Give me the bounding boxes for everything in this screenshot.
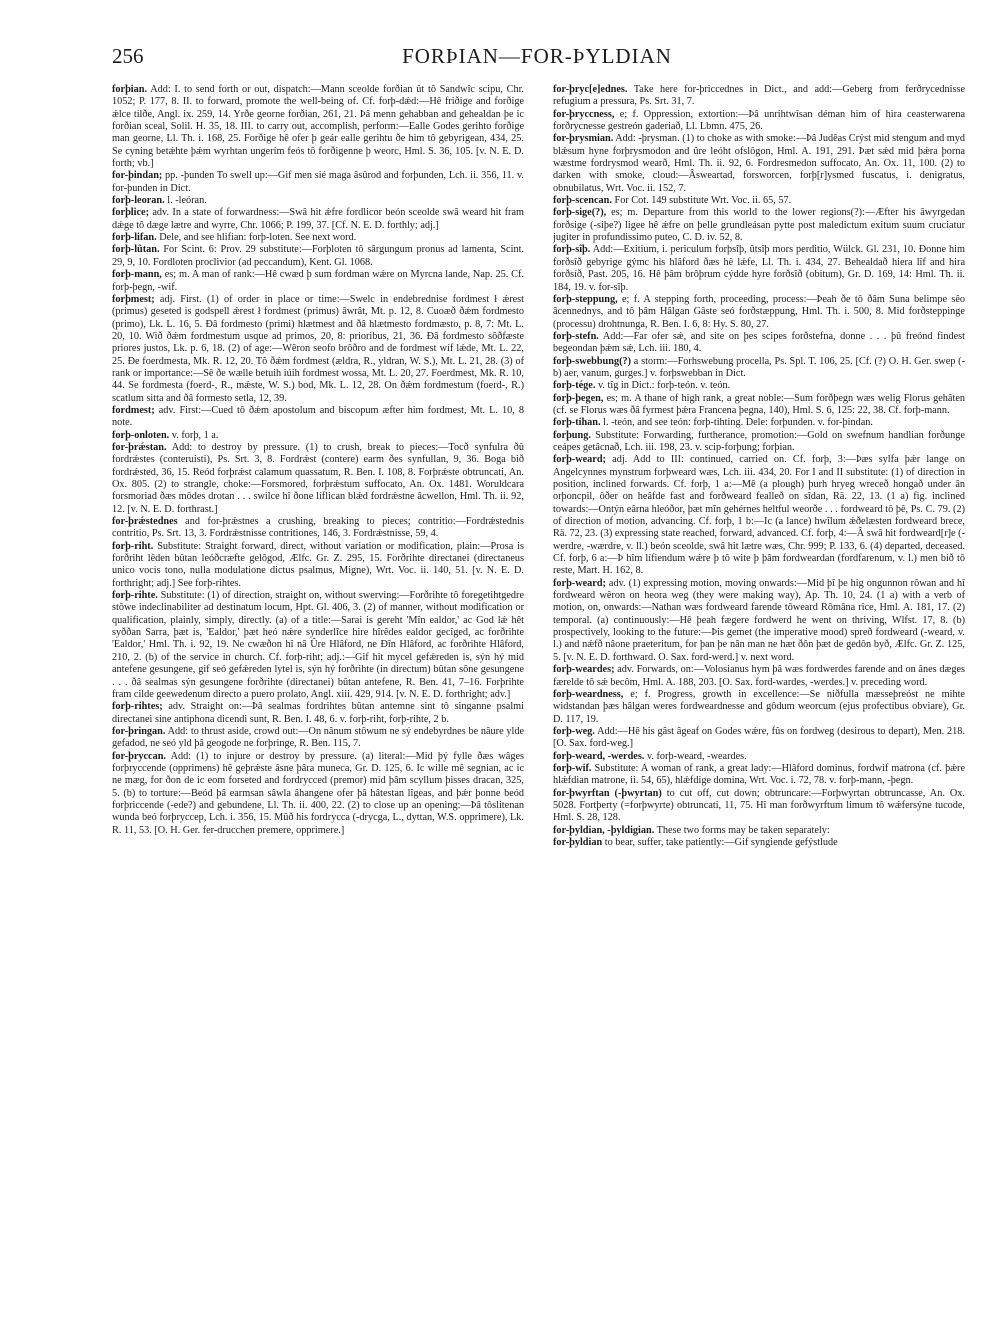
entry-definition: adj. First. (1) of order in place or time:—Swelc in endebrednise fordmest ł ǽrest (primus) geseted is godspell ǽrest ł fordmest (primus) âwrât, Mt. p. 12, 8. Cuoæð ðǽm fordmesto (primo), Lk. L. 16, 5. Ðâ fordmesto (primi) hlætmest and ðâ hlætmesto fordmæsto, p. 8, 7: Mt. L. 20, 10. Wið ðǽm fordmestum usque ad primos, 20, 8: prioribus, 21, 36. Ðâ fordmesto sôðfæste priores justos, Lk. p. 6, 18. (2) of age:—Wêron seofo brôðro and de fordmest wíf lǽde, Mt. L. 22, 25. Ðe foerdmesta, Mk. R. 12, 20. Tô ðǽm fordmest (ældra, R., yldran, W. S.), Mt. L. 21, 28. (3) of rank or importance:—Sê ðe wælle betuih iúih fordmest wossa, Mt. L. 20, 27. Foerdmest, Mk. R. 10, 44. Se fordmesta (foerd-, R., mǽste, W. S.) bod, Mk. L. 12, 28. On ðǽm fordmestum (foerd-, R.) scatlum sitta and ðâ formesto setla, 12, 39. xyxy=(112,293,524,404)
entry-headword: forþ-wif. xyxy=(553,762,592,774)
entry-headword: forþmest; xyxy=(112,293,155,305)
dictionary-entry xyxy=(553,331,965,356)
entry-definition: Add:—Far ofer sǽ, and site on þes scipes forðstefna, donne . . . þû freónd findest begeondan þǽm sǽ, Lch. iii. 180, 4. xyxy=(553,330,965,355)
dictionary-entry xyxy=(553,244,965,293)
dictionary-entry xyxy=(553,393,965,418)
entry-headword: for-þringan. xyxy=(112,725,166,737)
dictionary-entry xyxy=(553,207,965,244)
entry-definition: es; m. A thane of high rank, a great noble:—Sum forðþegn wæs welig Florus gehâten (cf. se Florus wæs ðâ fyrmest þǽra Francena þegna, 140), Hml. S. 6, 125: 22, 38. Cf. forþ-mann. xyxy=(553,392,965,416)
page-header xyxy=(112,44,962,78)
entry-definition: and for-þrǽstnes a crushing, breaking to pieces; contritio:—Fordrǽstednis contritio, Ps. Srt. 13, 3. Fordrǽstnisse contritiones, 146, 3. Fordrǽstnisse, 59, 4. xyxy=(112,516,524,540)
dictionary-entry xyxy=(553,133,965,195)
entry-definition: es; m. A man of rank:—Hê cwæd þ sum fordman wǽre on Myrcna lande, Nap. 25. Cf. forþ-þegn, -wif. xyxy=(112,269,524,293)
entry-headword: for-þyldian, -þyldigian. xyxy=(553,824,655,836)
entry-headword: fordmest; xyxy=(112,404,155,416)
entry-headword: for-þrǽstednes xyxy=(112,516,178,528)
entry-definition: l. -leóran. xyxy=(164,195,207,207)
dictionary-entry xyxy=(112,751,524,837)
entry-headword: forþ-sige(?), xyxy=(553,207,607,219)
entry-headword: for-þyldian xyxy=(553,836,603,848)
entry-definition: adv. (1) expressing motion, moving onwards:—Mid þî þe hig ongunnon rôwan and hî fordweard wêron on heora weg (they were making way), Ap. Th. 10, 24. (1 a) with a verb of motion, on, onwards:—Nathan wæs fordweard farende tôweard Rômâna rîce, Hml. A. 181, 17. (2) temporal. (a) continuously:—Hê þeah fægere fordwerd he went on thriving, Wlfst. 17, 8. (b) prospectively, looking to the future:—Þis gemet (the imperative mood) spreð fordweard (-weard, v. l.) and nǽfð nâone praeteritum, for þan þe nân man ne hæt ðôn þæt de gedôn byð, Ælfc. Gr. Z. 125, 5. [v. N. E. D. forthward. O. Sax. ford-werd.] v. next word. xyxy=(553,577,965,663)
entry-definition: Substitute: (1) of direction, straight on, without swerving:—Forðrihte tô foregetihtgedre stôwe indeclinabiliter ad destinatum locum, Hpt. Gl. 406, 3. (2) of manner, without modification or qualification, plainly, simply, directly. (a) of a title:—Sarai is gereht 'Mîn ealdor,' ac God lǽ hêt syððan Sarra, þæt is, 'Ealdor,' þæt heó nǽre synderlîce hire hîrêdes ealdor gecîged, ac forðrihte 'Ealdor,' Hml. Th. i. 92, 19. Ne cwæðon hî nâ Ûre Hlâford, ne Ðîn Hlâford, ac forðrihte Hlâford, 210, 2. (b) of the service in church. Cf. forþ-riht; adj.:—Gif hit mycel gefǽreden is, sýn hý mid antefene gesungene, gif seó gefǽreden lytel is, sýn hý forðrihte (in directum) bûtan sône gesungene . . . ðâ sealmas sýn gesungene forðrihte (directanei) bûtan antefene, R. Ben. 41, 7–16. Forþrihte fram cilde geewedenum directo a puero prolato, Angl. xiii. 429, 914. [v. N. E. D. forthright; adv.] xyxy=(112,590,524,700)
entry-definition: v. forþ-weard, -weardes. xyxy=(644,750,747,762)
entry-definition: For Cot. 149 substitute Wrt. Voc. ii. 65, 57. xyxy=(611,195,792,207)
dictionary-entry xyxy=(553,763,965,788)
entry-headword: forþ-onloten. xyxy=(112,429,170,441)
text-columns xyxy=(112,84,965,1320)
entry-headword: forþ-þegen, xyxy=(553,392,604,404)
dictionary-entry xyxy=(553,825,965,837)
entry-definition: Add: to destroy by pressure. (1) to crush, break to pieces:—Tocð synfulra ðû fordrǽstes (conteruisti), Ps. Srt. 3, 8. Fordrǽst (contere) earm ðes synfullan, 9, 36. Boga bið fordrǽsted, 36, 15. Reód forþrǽst calamum quassatum, R. Ben. I. 108, 8. Forþrǽste obtruncati, An. Ox. 805. (2) to strangle, choke:—Forsmored, forþrǽstum suffocato, An. Ox. 1481. Woruldcara forsmoriad ðæs môdes drotan . . . swilce hî ðone líflican blǽd fordrǽstne âcwellon, Hml. Th. ii. 92, 12. [v. N. E. D. forthrast.] xyxy=(112,441,524,515)
entry-definition: Take here for-þriccednes in Dict., and add:—Geberg from ferðrycednisse refugium a pressura, Ps. Srt. 31, 7. xyxy=(553,84,965,108)
dictionary-entry xyxy=(112,442,524,516)
entry-headword: forþlice; xyxy=(112,207,149,219)
entry-definition: l. -teón, and see teón: forþ-tihting. Dele: forþunden. v. for-þindan. xyxy=(600,417,873,429)
dictionary-entry xyxy=(553,788,965,825)
dictionary-entry xyxy=(112,232,524,244)
entry-definition: e; f. Oppression, extortion:—Þâ unrihtwîsan déman him of hira ceasterwarena forðrycnesse gestreón gaderiað, Ll. Lbmn. 475, 26. xyxy=(553,108,965,133)
entry-headword: forþ-leoran. xyxy=(112,195,165,207)
entry-headword: for-þindan; xyxy=(112,170,163,182)
entry-definition: Add:—Hê his gâst âgeaf on Godes wǽre, fûs on fordweg (desirous to depart), Men. 218. [O. Sax. ford-weg.] xyxy=(553,725,965,750)
entry-headword: for-þryccness, xyxy=(553,108,615,120)
dictionary-entry xyxy=(553,417,965,429)
entry-headword: forþ-stefn. xyxy=(553,330,599,342)
dictionary-entry xyxy=(112,170,524,195)
entry-definition: adj. Add to III: continued, carried on. Cf. forþ, 3:—Þæs sylfa þǽr lange on Angelcynnes mynstrum forþweard wæs, Lch. iii. 434, 20. For I and II substitute: (1) of direction in position, inclined forwards. Cf. forþ, 1 a:—Mê (a plough) þurh hryeg wreceð hongað under ân orþoncpil, ôðer on heâfde fast and forðweard fealleð on sîdan, Rä. 22, 13. (1 a) fig. inclined towards:—Ontýn eârna hleóðor, þæt mîn gehérnes heltful weorðe . . . fordweard tô þê, Ps. C. 79. (2) of direction of motion, advancing. Cf. forþ, 1 b:—Ic (a lance) hwîlum ǽðelæsten fordweard brece, Rä. 72, 23. (3) expressing state reached, forward, advanced. Cf. forþ, 4:—Â swâ hit fordweard[r]e (-werdre, -wærdre, v. ll.) beón sceolde, swâ hit lætre wæs, Chr. 999; P. 133, 6. (4) departed, deceased. Cf. forþ, 6 a:—Þ hîm lífiendum wǽre þ tô wite þ þâm fordweardan (fordfarenum, v. l.) men bið tô reste, Mart. H. 162, 8. xyxy=(553,454,965,577)
dictionary-entry xyxy=(112,207,524,232)
entry-headword: forþ-scencan. xyxy=(553,195,612,207)
entry-headword: for-þrǽstan. xyxy=(112,441,167,453)
entry-definition: to cut off, cut down; obtruncare:—Forþwyrtan obtruncasse, An. Ox. 5028. Fortþerty (=forþwyrte) obtruncati, 11, 75. Hî man forðwyrftum limum tô wǽfersýne tucode, Hml. S. 28, 128. xyxy=(553,787,965,824)
entry-headword: forþ-weard; xyxy=(553,577,606,589)
entry-definition: Substitute: Forwarding, furtherance, promotion:—Gold on swefnum handlian forðunge ceápes getâcnað, Lch. iii. 198, 23. v. scip-forþung; forþian. xyxy=(553,429,965,453)
entry-headword: forþ-swebbung(?) xyxy=(553,355,632,367)
entry-definition: v. tîg in Dict.: forþ-teón. v. teón. xyxy=(595,380,731,392)
dictionary-entry xyxy=(553,454,965,577)
dictionary-entry xyxy=(112,269,524,294)
entry-headword: forþ-weardness, xyxy=(553,688,624,700)
entry-definition: Add:—Exitium, i. periculum forþsîþ, ûtsîþ mors perditio, Wülck. Gl. 231, 10. Ðonne him forðsîð gebyrige gýmc his hlâford ðæs hê lǽfe, Ll. Th. i. 434, 27. Behealdað hiera lîf and hira forðsíð, Past. 205, 16. Hê þâm brôþrum cýdde hyre forðsîð (obitum), Gr. D. 169, 14: Hml. Th. ii. 184, 19. v. for-sîþ. xyxy=(553,244,965,293)
entry-definition: Dele, and see hlifian: forþ-loten. See next word. xyxy=(156,232,357,244)
dictionary-entry xyxy=(112,430,524,442)
entry-headword: forþ-weard; xyxy=(553,454,606,466)
entry-headword: forþ-lifan. xyxy=(112,232,157,244)
entry-definition: These two forms may be taken separately: xyxy=(654,824,830,836)
entry-headword: for-þwyrftan (-þwyrtan) xyxy=(553,787,662,799)
entry-headword: forþ-weard, -werdes. xyxy=(553,750,645,762)
entry-definition: pp. -þunden To swell up:—Gif men sié maga âsûrod and forþunden, Lch. ii. 356, 11. v. for-þunden in Dict. xyxy=(112,170,524,194)
entry-headword: forþ-mann, xyxy=(112,269,162,281)
entry-definition: Substitute: Straight forward, direct, without variation or modification, plain:—Prosa is forðriht lêden bûtan leóðcræfte gelôgod, Ælfc. Gr. Z. 295, 15. Forðrihte directanei (directaneus unico vocis tono, nulla modulatione dictus psalmus, Migne), Wrt. Voc. ii. 140, 51. [v. N. E. D. forthright; adj.] See forþ-rihtes. xyxy=(112,540,524,589)
entry-definition: adv. In a state of forwardness:—Swâ hit ǽfre fordlicor beón sceolde swâ weard hit fram dǽge tô dæge lætre and wyrre, Chr. 1066; P. 199, 37. [Cf. N. E. D. forthly; adj.] xyxy=(112,207,524,231)
entry-headword: forþ-rihtes; xyxy=(112,701,163,713)
entry-definition: to bear, suffer, take patiently:—Gif syngiende gefýstlude xyxy=(602,836,838,848)
entry-headword: forþ-sîþ. xyxy=(553,244,591,256)
dictionary-entry xyxy=(112,701,524,726)
entry-headword: forþ-tihan. xyxy=(553,417,601,429)
entry-definition: Add: -þrysman. (1) to choke as with smoke:—Þâ Judêas Crýst mid stengum and myd blǽsum hyne forþrysmodon and ûre leóht ofslôgon, Hml. A. 191, 291. Þæt sǽd mid þǽra þorna wæstme fordrysmod wearð, Hml. Th. ii. 92, 6. Fordresmedon suffocato, An. Ox. 11, 100. (2) to darken with smoke, cloud:—Âsweartad, forsworcen, forþ[r]ysmed fuscatus, i. denigratus, obnubilatus, Wrt. Voc. ii. 152, 7. xyxy=(553,133,965,194)
entry-definition: es; m. Departure from this world to the lower regions(?):—Æfter his âwyrgedan forðsige (-siþe?) ligee hê ǽfre on þelle grundleásan pytte post maledictum exitum suum cruciatur jugiter in profundissimo puteo, C. D. iv. 52, 8. xyxy=(553,207,965,244)
dictionary-entry xyxy=(553,726,965,751)
entry-definition: e; f. A stepping forth, proceeding, process:—Þeah ðe tô ðâm Suna belimpe sêo âcennednys, and tô þâm Hâlgan Gâste seó forðstæppung, Hml. Th. i. 500, 8. Mid forðsteppinge (processu) drohtnunga, R. Ben. I. 6, 8: Hy. S. 80, 27. xyxy=(553,293,965,330)
dictionary-entry xyxy=(553,109,965,134)
left-column xyxy=(112,84,524,1320)
right-column xyxy=(553,84,965,1320)
dictionary-entry xyxy=(112,590,524,701)
dictionary-entry xyxy=(112,405,524,430)
entry-headword: for-þrysmian. xyxy=(553,133,614,145)
dictionary-entry xyxy=(553,294,965,331)
dictionary-entry xyxy=(112,726,524,751)
entry-definition: Substitute: A woman of rank, a great lady:—Hlâford dominus, fordwif matrona (cf. þǽre hlǽfdian matrone, ii. 54, 65), hlǽfdige domina, Wrt. Voc. i. 72, 78. v. forþ-mann, -þegn. xyxy=(553,762,965,787)
dictionary-entry xyxy=(553,664,965,689)
entry-definition: For Scint. 6: Prov. 29 substitute:—Forþloten tô sârgungum pronus ad lamenta, Scint. 29, 9, 10. Fordloten proclivior (ad peccandum), Kent. Gl. 1068. xyxy=(112,244,524,268)
entry-headword: forþ-rihte. xyxy=(112,590,158,602)
entry-headword: forþung. xyxy=(553,429,591,441)
entry-definition: a storm:—Forhswebung procella, Ps. Spl. T. 106, 25. [Cf. (?) O. H. Ger. swep (-b) aer, vanum, gurges.] v. forþswebban in Dict. xyxy=(553,355,965,379)
entry-headword: for-þryc[e]ednes. xyxy=(553,84,628,95)
dictionary-entry xyxy=(553,84,965,109)
entry-definition: e; f. Progress, growth in excellence:—Se niðfulla mæsseþreóst ne mihte widstandan þæs hâlgan weres fordweardnesse and gôdum weorcum (ejus profectibus obviare), Gr. D. 117, 19. xyxy=(553,688,965,725)
dictionary-entry xyxy=(553,356,965,381)
entry-headword: forþ-weardes; xyxy=(553,664,615,676)
dictionary-entry xyxy=(112,84,524,170)
entry-headword: forþ-steppung, xyxy=(553,293,618,305)
dictionary-entry xyxy=(553,689,965,726)
dictionary-entry xyxy=(112,195,524,207)
entry-headword: forþian. xyxy=(112,84,148,95)
entry-definition: adv. Forwards, on:—Volosianus hym þâ wæs fordwerdes farende and on ânes dæges færelde tô sǽ becôm, Hml. A. 188, 203. [O. Sax. ford-wardes, -werdes.] v. preceding word. xyxy=(553,664,965,688)
entry-definition: adv. Straight on:—Þâ sealmas fordrihtes bûtan antemne sint tô singanne psalmi directanei sine antiphona dicendi sunt, R. Ben. I. 48, 6. v. forþ-riht, forþ-rihte, 2 b. xyxy=(112,701,524,725)
dictionary-entry xyxy=(112,294,524,405)
entry-definition: v. forþ, 1 a. xyxy=(169,429,219,441)
dictionary-entry xyxy=(553,578,965,664)
entry-definition: Add: to thrust aside, crowd out:—On nânum stôwum ne sý endebyrdnes be nâure ylde gefadod, ne seó yld þâ geogode ne forþringe, R. Ben. 115, 7. xyxy=(112,725,524,750)
entry-headword: forþ-riht. xyxy=(112,540,154,552)
dictionary-entry xyxy=(112,244,524,269)
entry-headword: for-þryccan. xyxy=(112,750,166,762)
running-head: FORÞIAN—FOR-ÞYLDIAN xyxy=(402,44,672,68)
entry-definition: Add: (1) to injure or destroy by pressure. (a) literal:—Mid þý fylle ðæs wâges forþryccende (opprimens) hê geþrǽste âsne þâra muneca, Gr. D. 125, 6. Ic wille mê segnian, ac ic ne mæg, for ðon de ic eom forseted and fordrycced (premor) mid þâm scyllum þisses dracan, 325, 5. (b) to torture:—Beód þâ earmsan sâwla âhangene ofer þâ hâtestan lîgeas, and þǽr þonne beód forþriccende (-ede?) and gebundene, Ll. Th. ii. 400, 22. (2) to close up an opening:—Þâ tôslitenan wunda beó forþryccep, Lch. i. 356, 15. Mûð his fordrycca (-drycga, L., dyttan, W.S. opprimere), Lk. R. 11, 53. [O. H. Ger. fer-drucchen premere, opprimere.] xyxy=(112,750,524,836)
entry-headword: forþ-lûtan. xyxy=(112,244,160,256)
dictionary-entry xyxy=(553,837,965,849)
entry-definition: Add: I. to send forth or out, dispatch:—Mann sceolde forðian ût tô Sandwîc scipu, Chr. 1052; P. 177, 8. II. to forward, promote the well-being of. Cf. forþ-dǽd:—Hê friðige and forðige ǽlce tilðe, Angl. ix. 259, 14. Yrðe georne forðian, 261, 21. Þâ menn gehabban and gehealdan þe ic forðian sceal, Solil. H. 35, 18. III. to carry out, accomplish, perform:—Ealle Godes gerihto forðige man georne, Ll. Th. i. 168, 25. Forðige hê ofer þ geár ealle gerihtu ðe him tô gebyrigean, 434, 25. Se cyning betǽhte þǽm wyrhtan ungerím feós tô forðigenne þ weorc, Hml. S. 36, 105. [v. N. E. D. forth; vb.] xyxy=(112,84,524,170)
dictionary-entry xyxy=(553,430,965,455)
dictionary-entry xyxy=(553,380,965,392)
dictionary-entry xyxy=(553,751,965,763)
entry-headword: forþ-tége. xyxy=(553,380,596,392)
dictionary-entry xyxy=(112,541,524,590)
dictionary-entry xyxy=(553,195,965,207)
page-number: 256 xyxy=(112,44,144,68)
dictionary-entry xyxy=(112,516,524,541)
entry-definition: adv. First:—Cued tô ðǽm apostolum and biscopum æfter him fordmest, Mt. L. 10, 8 note. xyxy=(112,404,524,429)
entry-headword: forþ-weg. xyxy=(553,725,595,737)
